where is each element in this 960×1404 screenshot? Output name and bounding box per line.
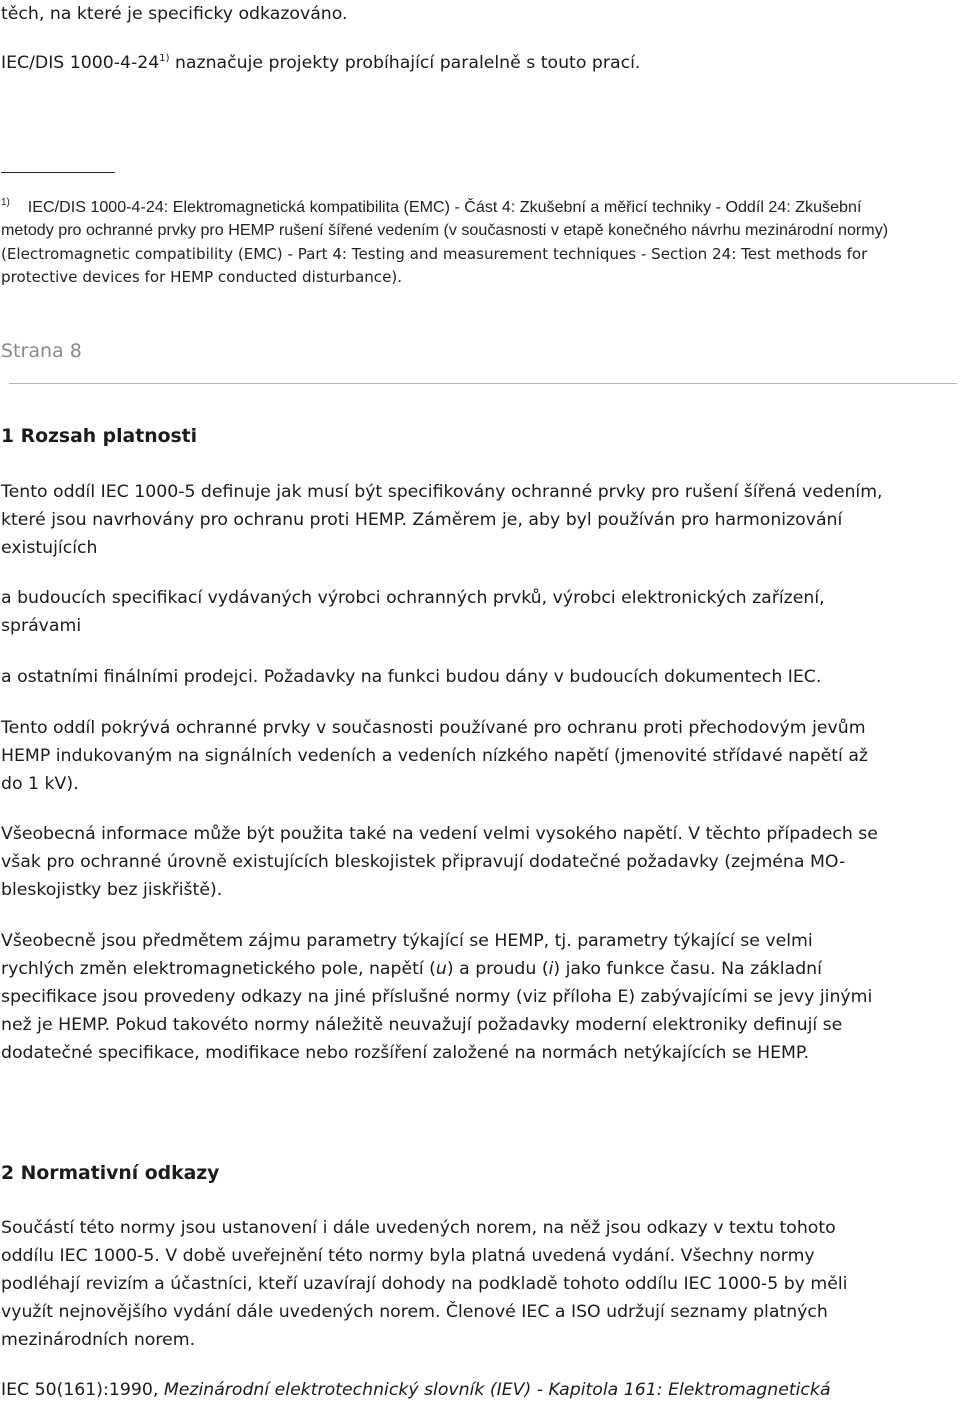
text-span: naznačuje projekty probíhající paralelně s touto prací. xyxy=(169,53,641,73)
footnote-separator xyxy=(1,172,115,173)
text-span: IEC/DIS 1000-4-24: Elektromagnetická kompatibilita (EMC) - Část 4: Zkušební a měřicí techniky - Oddíl 24: Zkušební xyxy=(27,198,862,216)
text-line: Všeobecně jsou předmětem zájmu parametry týkající se HEMP, tj. parametry týkající se velmi xyxy=(1,931,813,951)
text-line xyxy=(1,49,640,77)
text-line: dodatečné specifikace, modifikace nebo rozšíření založené na normách netýkajících se HEMP. xyxy=(1,1043,810,1063)
text-line: do 1 kV). xyxy=(1,774,79,794)
text-line: Všeobecná informace může být použita také na vedení velmi vysokého napětí. V těchto případech se xyxy=(1,824,878,844)
footnote-marker: 1) xyxy=(1,197,10,208)
text-line: Tento oddíl IEC 1000-5 definuje jak musí být specifikovány ochranné prvky pro rušení šířená vedením, xyxy=(1,482,883,502)
section-heading: 2 Normativní odkazy xyxy=(1,1163,220,1184)
text-line: však pro ochranné úrovně existujících bleskojistek připravují dodatečné požadavky (zejména MO- xyxy=(1,852,846,872)
text-line: specifikace jsou provedeny odkazy na jiné příslušné normy (viz příloha E) zabývajícími se jevy jinými xyxy=(1,987,873,1007)
text-span: IEC/DIS 1000-4-24 xyxy=(1,53,160,73)
page-divider xyxy=(9,383,957,384)
text-line xyxy=(1,955,822,983)
footnote-line: protective devices for HEMP conducted disturbance). xyxy=(1,268,403,286)
text-line: mezinárodních norem. xyxy=(1,1330,196,1350)
text-line: bleskojistky bez jiskřiště). xyxy=(1,880,223,900)
text-span: ) a proudu ( xyxy=(446,959,549,979)
text-span: rychlých změn elektromagnetického pole, napětí ( xyxy=(1,959,436,979)
text-line: existujících xyxy=(1,538,98,558)
footnote-line: metody pro ochranné prvky pro HEMP rušení šířené vedením (v současnosti v etapě konečného návrhu mezinárodní normy) xyxy=(1,221,889,239)
page-number-label: Strana 8 xyxy=(1,340,82,362)
text-line: HEMP indukovaným na signálních vedeních a vedeních nízkého napětí (jmenovité střídavé napětí až xyxy=(1,746,868,766)
reference-id: IEC 50(161):1990, xyxy=(1,1380,164,1400)
text-line: využít nejnovějšího vydání dále uvedených norem. Členové IEC a ISO udržují seznamy platných xyxy=(1,1302,828,1322)
text-line: a budoucích specifikací vydávaných výrobci ochranných prvků, výrobci elektronických zařízení, xyxy=(1,588,825,608)
reference-title: Mezinárodní elektrotechnický slovník (IEV) - Kapitola 161: Elektromagnetická xyxy=(163,1380,831,1400)
reference-line xyxy=(1,1376,831,1404)
footnote-line xyxy=(1,196,861,219)
text-line: než je HEMP. Pokud takovéto normy náležitě neuvažují požadavky moderní elektroniky definují se xyxy=(1,1015,843,1035)
text-line: oddílu IEC 1000-5. V době uveřejnění této normy byla platná uvedená vydání. Všechny normy xyxy=(1,1246,815,1266)
text-line: podléhají revizím a účastníci, kteří uzavírají dohody na podkladě tohoto oddílu IEC 1000-5 by měli xyxy=(1,1274,848,1294)
text-line: správami xyxy=(1,616,82,636)
text-line: Součástí této normy jsou ustanovení i dále uvedených norem, na něž jsou odkazy v textu tohoto xyxy=(1,1218,836,1238)
text-line: Tento oddíl pokrývá ochranné prvky v současnosti používané pro ochranu proti přechodovým jevům xyxy=(1,718,866,738)
text-line: které jsou navrhovány pro ochranu proti HEMP. Záměrem je, aby byl používán pro harmonizování xyxy=(1,510,843,530)
footnote-line: (Electromagnetic compatibility (EMC) - Part 4: Testing and measurement techniques - Section 24: Test methods for xyxy=(1,245,868,263)
footnote-reference: 1) xyxy=(159,53,170,64)
text-line: těch, na které je specificky odkazováno. xyxy=(1,4,348,24)
italic-symbol: u xyxy=(435,959,447,979)
text-line: a ostatními finálními prodejci. Požadavky na funkci budou dány v budoucích dokumentech IEC. xyxy=(1,667,822,687)
section-heading: 1 Rozsah platnosti xyxy=(1,426,198,447)
italic-symbol: i xyxy=(548,959,554,979)
text-span: ) jako funkce času. Na základní xyxy=(553,959,822,979)
